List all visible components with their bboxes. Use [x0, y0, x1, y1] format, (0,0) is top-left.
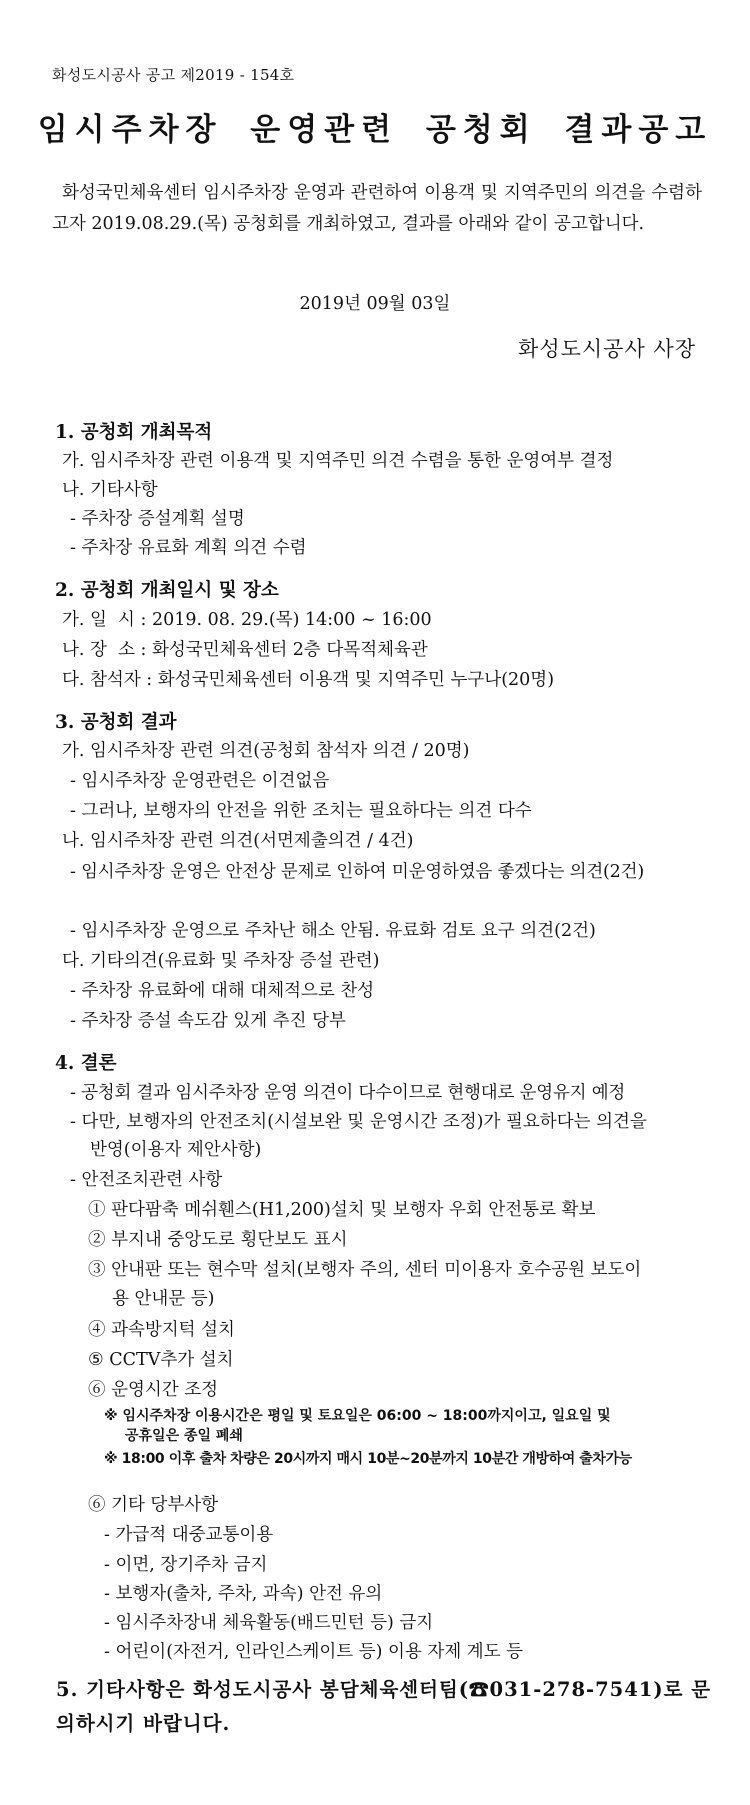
section-3-subitem: - 임시주차장 운영관련은 이견없음 [70, 771, 330, 791]
request-item: - 가급적 대중교통이용 [104, 1525, 274, 1545]
request-item: - 보행자(출차, 주차, 과속) 안전 유의 [104, 1584, 383, 1604]
section-1-title: 1. 공청회 개최목적 [55, 422, 213, 443]
section-2-date: 가. 일 시 : 2019. 08. 29.(목) 14:00 ~ 16:00 [62, 610, 432, 630]
safety-measure-4: ④ 과속방지턱 설치 [88, 1320, 235, 1340]
hours-note-2: ※ 18:00 이후 출차 차량은 20시까지 매시 10분~20분까지 10분간 개방하여 출차가능 [104, 1451, 632, 1467]
request-item: - 이면, 장기주차 금지 [104, 1555, 268, 1575]
section-1-item-b: 나. 기타사항 [62, 480, 158, 500]
section-3-subitem: - 임시주차장 운영으로 주차난 해소 안됨. 유료화 검토 요구 의견(2건) [70, 921, 596, 941]
hours-note-1-continued: 공휴일은 종일 폐쇄 [125, 1428, 243, 1444]
section-5-contact: 5. 기타사항은 화성도시공사 봉담체육센터팀(☎031-278-7541)로 문의하시기 바랍니다. [56, 1678, 712, 1735]
section-1-item-a: 가. 임시주차장 관련 이용객 및 지역주민 의견 수렴을 통한 운영여부 결정 [62, 451, 614, 471]
request-item: - 어린이(자전거, 인라인스케이트 등) 이용 자제 계도 등 [104, 1642, 524, 1662]
conclusion-item: - 공청회 결과 임시주차장 운영 의견이 다수이므로 현행대로 운영유지 예정 [70, 1083, 626, 1103]
hours-note-1: ※ 임시주차장 이용시간은 평일 및 토요일은 06:00 ~ 18:00까지이고, 일요일 및 [104, 1408, 611, 1424]
safety-measure-1: ① 판다팜축 메쉬휀스(H1,200)설치 및 보행자 우회 안전통로 확보 [88, 1200, 596, 1220]
section-3-item-b: 나. 임시주차장 관련 의견(서면제출의견 / 4건) [62, 831, 414, 851]
section-3-subitem: - 그러나, 보행자의 안전을 위한 조치는 필요하다는 의견 다수 [70, 801, 532, 821]
section-1-subitem: - 주차장 증설계획 설명 [70, 509, 245, 529]
page-title: 임시주차장 운영관련 공청회 결과공고 [37, 112, 713, 148]
section-3-subitem: - 주차장 유료화에 대해 대체적으로 찬성 [70, 981, 375, 1001]
section-3-title: 3. 공청회 결과 [55, 712, 177, 733]
signer: 화성도시공사 사장 [518, 337, 696, 361]
conclusion-item: - 안전조치관련 사항 [70, 1170, 223, 1190]
safety-measure-2: ② 부지내 중앙도로 횡단보도 표시 [88, 1230, 348, 1250]
safety-measure-other: ⑥ 기타 당부사항 [88, 1495, 219, 1515]
safety-measure-6: ⑥ 운영시간 조정 [88, 1380, 219, 1400]
intro-paragraph: 화성국민체육센터 임시주차장 운영과 관련하여 이용객 및 지역주민의 의견을 수렴하고자 2019.08.29.(목) 공청회를 개최하였고, 결과를 아래와 같이 공고합니다. [52, 183, 702, 234]
section-2-title: 2. 공청회 개최일시 및 장소 [55, 580, 279, 601]
section-3-item-a: 가. 임시주차장 관련 의견(공청회 참석자 의견 / 20명) [62, 741, 470, 761]
request-item: - 임시주차장내 체육활동(배드민턴 등) 금지 [104, 1613, 434, 1633]
safety-measure-3: ③ 안내판 또는 현수막 설치(보행자 주의, 센터 미이용자 호수공원 보도이 [88, 1260, 642, 1280]
conclusion-item: - 다만, 보행자의 안전조치(시설보완 및 운영시간 조정)가 필요하다는 의견을 [70, 1112, 647, 1132]
section-3-item-c: 다. 기타의견(유료화 및 주차장 증설 관련) [62, 951, 380, 971]
section-4-title: 4. 결론 [55, 1053, 117, 1074]
safety-measure-5: ⑤ CCTV추가 설치 [88, 1350, 234, 1370]
section-1-subitem: - 주차장 유료화 계획 의견 수렴 [70, 538, 307, 558]
section-3-subitem: - 임시주차장 운영은 안전상 문제로 인하여 미운영하였음 좋겠다는 의견(2건) [70, 862, 644, 882]
section-2-place: 나. 장 소 : 화성국민체육센터 2층 다목적체육관 [62, 640, 428, 660]
section-2-attendees: 다. 참석자 : 화성국민체육센터 이용객 및 지역주민 누구나(20명) [62, 670, 555, 690]
safety-measure-3-continued: 용 안내문 등) [112, 1289, 215, 1309]
notice-number: 화성도시공사 공고 제2019 - 154호 [52, 66, 295, 84]
notice-date: 2019년 09월 03일 [299, 294, 451, 314]
conclusion-item-continued: 반영(이용자 제안사항) [90, 1140, 262, 1160]
section-3-subitem: - 주차장 증설 속도감 있게 추진 당부 [70, 1011, 346, 1031]
